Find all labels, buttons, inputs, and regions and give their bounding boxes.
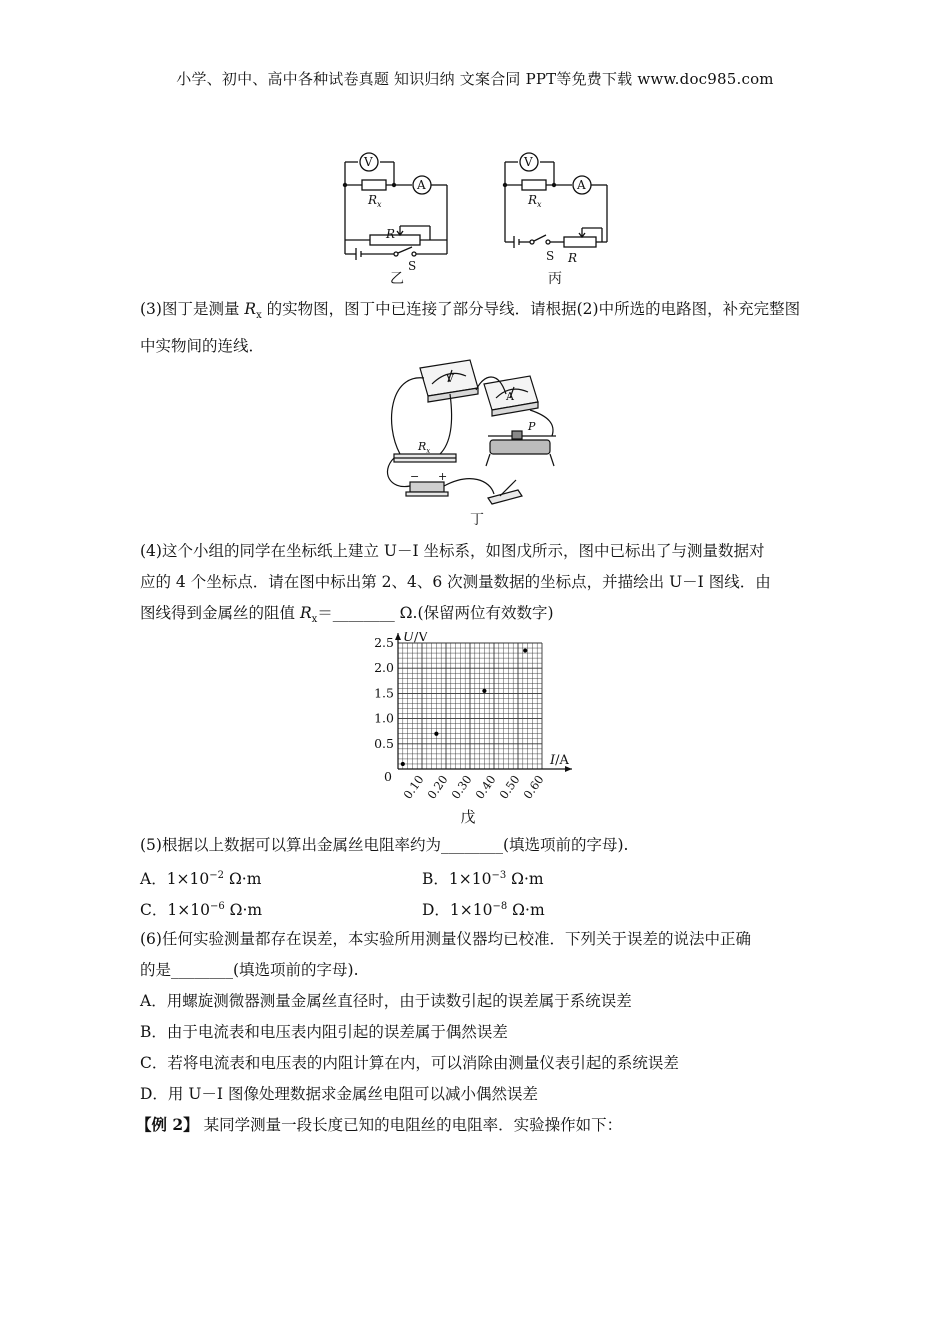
circuit-yi: [345, 153, 447, 260]
example-2-text: 某同学测量一段长度已知的电阻丝的电阻率．实验操作如下：: [198, 1116, 623, 1134]
q6-option-c[interactable]: C．若将电流表和电压表的内阻计算在内，可以消除由测量仪表引起的系统误差: [140, 1054, 679, 1072]
apparatus-p-label: P: [528, 420, 536, 433]
apparatus-a-label: A: [506, 390, 514, 403]
page-header: 小学、初中、高中各种试卷真题 知识归纳 文案合同 PPT等免费下载 www.doc985.com: [176, 70, 774, 88]
question-4-line-1: (4)这个小组的同学在坐标纸上建立 U－I 坐标系，如图戊所示，图中已标出了与测量数据对: [140, 542, 765, 560]
bing-rx-label: $R_x$: [528, 193, 542, 209]
x-tick-label: 0.10: [400, 772, 427, 802]
bing-caption: 丙: [548, 271, 562, 287]
x-axis-label: I/A: [550, 753, 569, 768]
yi-s-label: S: [408, 259, 417, 273]
chart-labels: [374, 632, 569, 826]
u-i-chart: [360, 632, 600, 826]
yi-a-label: A: [417, 178, 426, 192]
example-2: [136, 1115, 622, 1135]
y-tick-label: 1.0: [374, 710, 394, 726]
battery-device: [410, 482, 444, 492]
x-tick-label: 0.40: [472, 772, 499, 802]
data-point: [401, 762, 405, 766]
q5-option-c[interactable]: C．$1\times 10^{-6}$ Ω·m: [140, 901, 263, 920]
wire: [440, 394, 452, 454]
yi-rx-label: $R_x$: [368, 193, 382, 209]
bing-r-label: R: [568, 251, 578, 265]
bing-s-label: S: [546, 249, 555, 263]
example-2-tag: 【例 2】: [136, 1115, 199, 1134]
apparatus-caption: 丁: [470, 512, 484, 526]
x-tick-label: 0.20: [424, 772, 451, 802]
q5-option-d[interactable]: D．$1\times 10^{-8}$ Ω·m: [422, 901, 545, 920]
battery-minus-label: −: [410, 470, 420, 483]
y-tick-label: 0.5: [374, 735, 394, 751]
origin-label: 0: [384, 769, 392, 784]
data-point: [434, 732, 438, 736]
question-5-stem: (5)根据以上数据可以算出金属丝电阻率约为________(填选项前的字母).: [140, 836, 629, 854]
q6-option-b[interactable]: B．由于电流表和电压表内阻引起的误差属于偶然误差: [140, 1023, 508, 1041]
apparatus-v-label: V: [446, 372, 454, 385]
data-point: [523, 648, 527, 652]
switch-symbol: [398, 247, 412, 253]
battery-plus-label: +: [438, 470, 448, 483]
y-tick-label: 2.0: [374, 660, 394, 676]
circuit-diagrams: [330, 150, 630, 290]
x-tick-label: 0.50: [496, 772, 523, 802]
q5-option-b[interactable]: B．$1\times 10^{-3}$ Ω·m: [422, 870, 544, 889]
chart-axes: [395, 633, 572, 772]
chart-caption: 戊: [460, 808, 476, 826]
apparatus-rx-label: $R_x$: [418, 440, 431, 455]
question-6-line-1: (6)任何实验测量都存在误差，本实验所用测量仪器均已校准．下列关于误差的说法中正确: [140, 930, 751, 948]
yi-r-label: R: [386, 227, 396, 241]
question-6-line-2: 的是________(填选项前的字母).: [140, 961, 359, 979]
question-4-line-3: 图线得到金属丝的阻值 $R_x=\_\_\_\_\_\_\_\_$ Ω.(保留两位有效数字): [140, 604, 554, 626]
rx-resistor-symbol: [362, 180, 386, 190]
y-tick-label: 1.5: [374, 685, 394, 701]
apparatus-figure: [380, 354, 580, 526]
yi-v-label: V: [364, 155, 373, 169]
bing-v-label: V: [524, 155, 533, 169]
bing-a-label: A: [577, 178, 586, 192]
wire: [444, 479, 494, 494]
x-tick-label: 0.60: [520, 772, 547, 802]
q5-option-a[interactable]: A．$1\times 10^{-2}$ Ω·m: [140, 870, 262, 889]
chart-grid: [398, 643, 542, 769]
x-tick-label: 0.30: [448, 772, 475, 802]
q6-option-d[interactable]: D．用 U－I 图像处理数据求金属丝电阻可以减小偶然误差: [140, 1085, 538, 1103]
y-axis-label: U/V: [403, 632, 428, 645]
yi-caption: 乙: [390, 271, 404, 287]
rheostat-device: [490, 440, 550, 454]
question-4: [140, 536, 812, 635]
y-axis-arrow: [395, 633, 401, 640]
circuit-bing: [505, 153, 607, 248]
question-4-line-2: 应的 4 个坐标点．请在图中标出第 2、4、6 次测量数据的坐标点，并描绘出 U－I 图线．由: [140, 573, 771, 591]
y-tick-label: 2.5: [374, 635, 394, 650]
question-3: (3)图丁是测量 $R_x$ 的实物图，图丁中已连接了部分导线．请根据(2)中所选的电路图，补充完整图中实物间的连线．: [140, 300, 801, 356]
data-point: [482, 689, 486, 693]
q6-option-a[interactable]: A．用螺旋测微器测量金属丝直径时，由于读数引起的误差属于系统误差: [140, 992, 632, 1010]
